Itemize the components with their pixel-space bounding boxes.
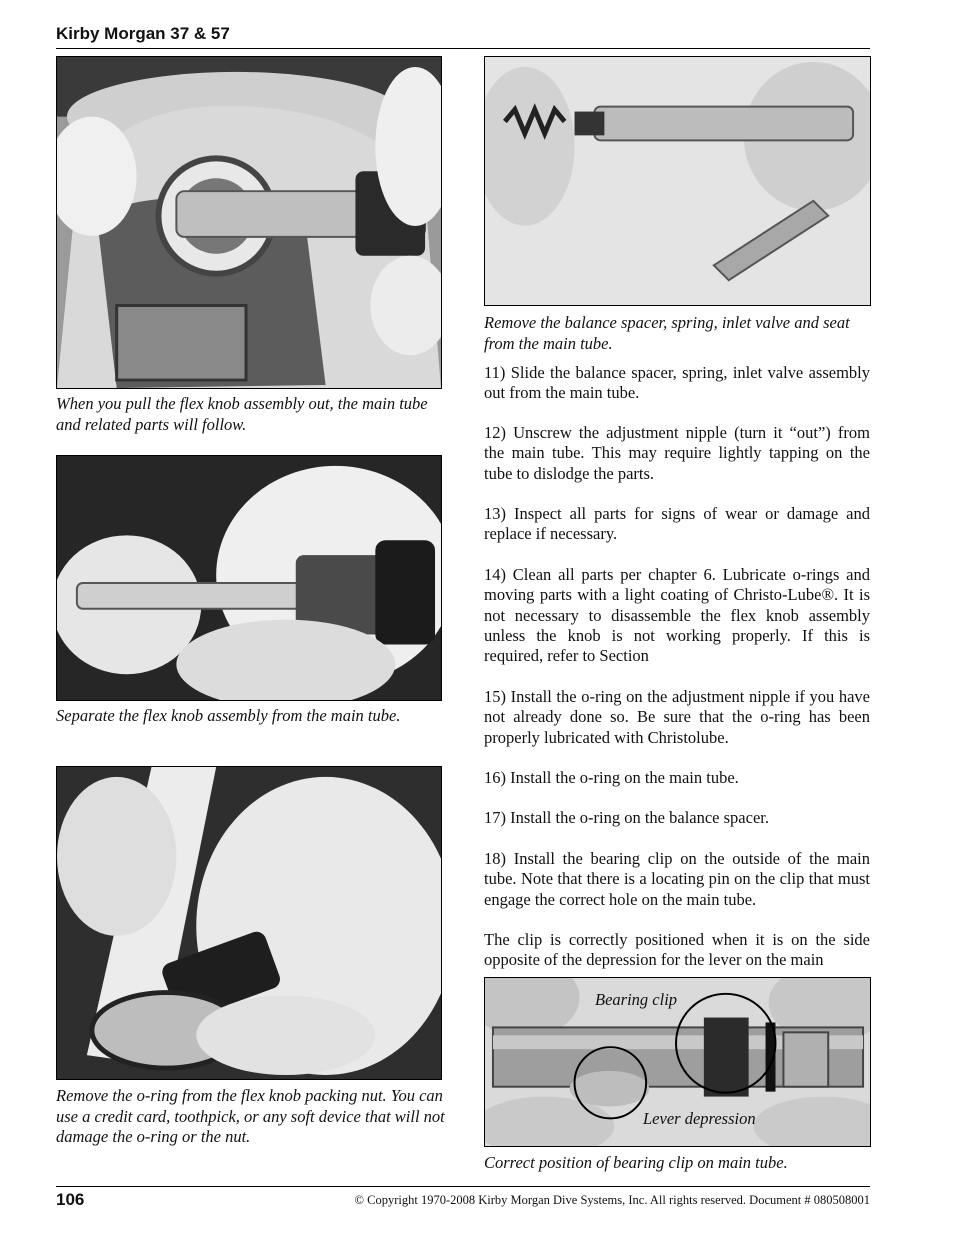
step-11: 11) Slide the balance spacer, spring, inlet valve assembly out from the main tube.: [484, 363, 870, 403]
figure-caption-2: Separate the flex knob assembly from the main tube.: [56, 706, 401, 725]
step-14: 14) Clean all parts per chapter 6. Lubricate o-rings and moving parts with a light coating of Christo-Lube®. It is not necessary to disassemble the flex knob assembly unless the knob is not working properly. If this is required, refer to Section: [484, 565, 870, 666]
step-16: 16) Install the o-ring on the main tube.: [484, 768, 739, 787]
step-17: 17) Install the o-ring on the balance spacer.: [484, 808, 769, 827]
label-bearing-clip: Bearing clip: [595, 990, 678, 1009]
clip-position-note: The clip is correctly positioned when it is on the side opposite of the depression for the lever on the main: [484, 930, 870, 970]
figure-caption-4: Remove the balance spacer, spring, inlet valve and seat from the main tube.: [484, 313, 850, 353]
header-rule: [56, 48, 870, 49]
step-15: 15) Install the o-ring on the adjustment nipple if you have not already done so. Be sure that the o-ring has been properly lubricated with Christolube.: [484, 687, 870, 747]
photo-helmet-flex-knob: [56, 56, 442, 389]
step-12: 12) Unscrew the adjustment nipple (turn it “out”) from the main tube. This may require lightly tapping on the tube to dislodge the parts.: [484, 423, 870, 483]
footer-rule: [56, 1186, 870, 1187]
step-18: 18) Install the bearing clip on the outside of the main tube. Note that there is a locating pin on the clip that must engage the correct hole on the main tube.: [484, 849, 870, 909]
figure-caption-5: Correct position of bearing clip on main tube.: [484, 1153, 788, 1172]
photo-balance-spacer-parts: [484, 56, 871, 306]
label-lever-depression: Lever depression: [643, 1109, 756, 1128]
page-header-title: Kirby Morgan 37 & 57: [56, 24, 230, 43]
photo-separate-flex-knob: [56, 455, 442, 701]
figure-caption-3: Remove the o-ring from the flex knob packing nut. You can use a credit card, toothpick, or any soft device that will not damage the o-ring or the nut.: [56, 1086, 445, 1146]
step-13: 13) Inspect all parts for signs of wear or damage and replace if necessary.: [484, 504, 870, 544]
copyright-notice: © Copyright 1970-2008 Kirby Morgan Dive Systems, Inc. All rights reserved. Document # 080508001: [354, 1193, 870, 1207]
page-number: 106: [56, 1190, 85, 1209]
figure-caption-1: When you pull the flex knob assembly out, the main tube and related parts will follow.: [56, 394, 428, 434]
photo-remove-o-ring: [56, 766, 442, 1080]
